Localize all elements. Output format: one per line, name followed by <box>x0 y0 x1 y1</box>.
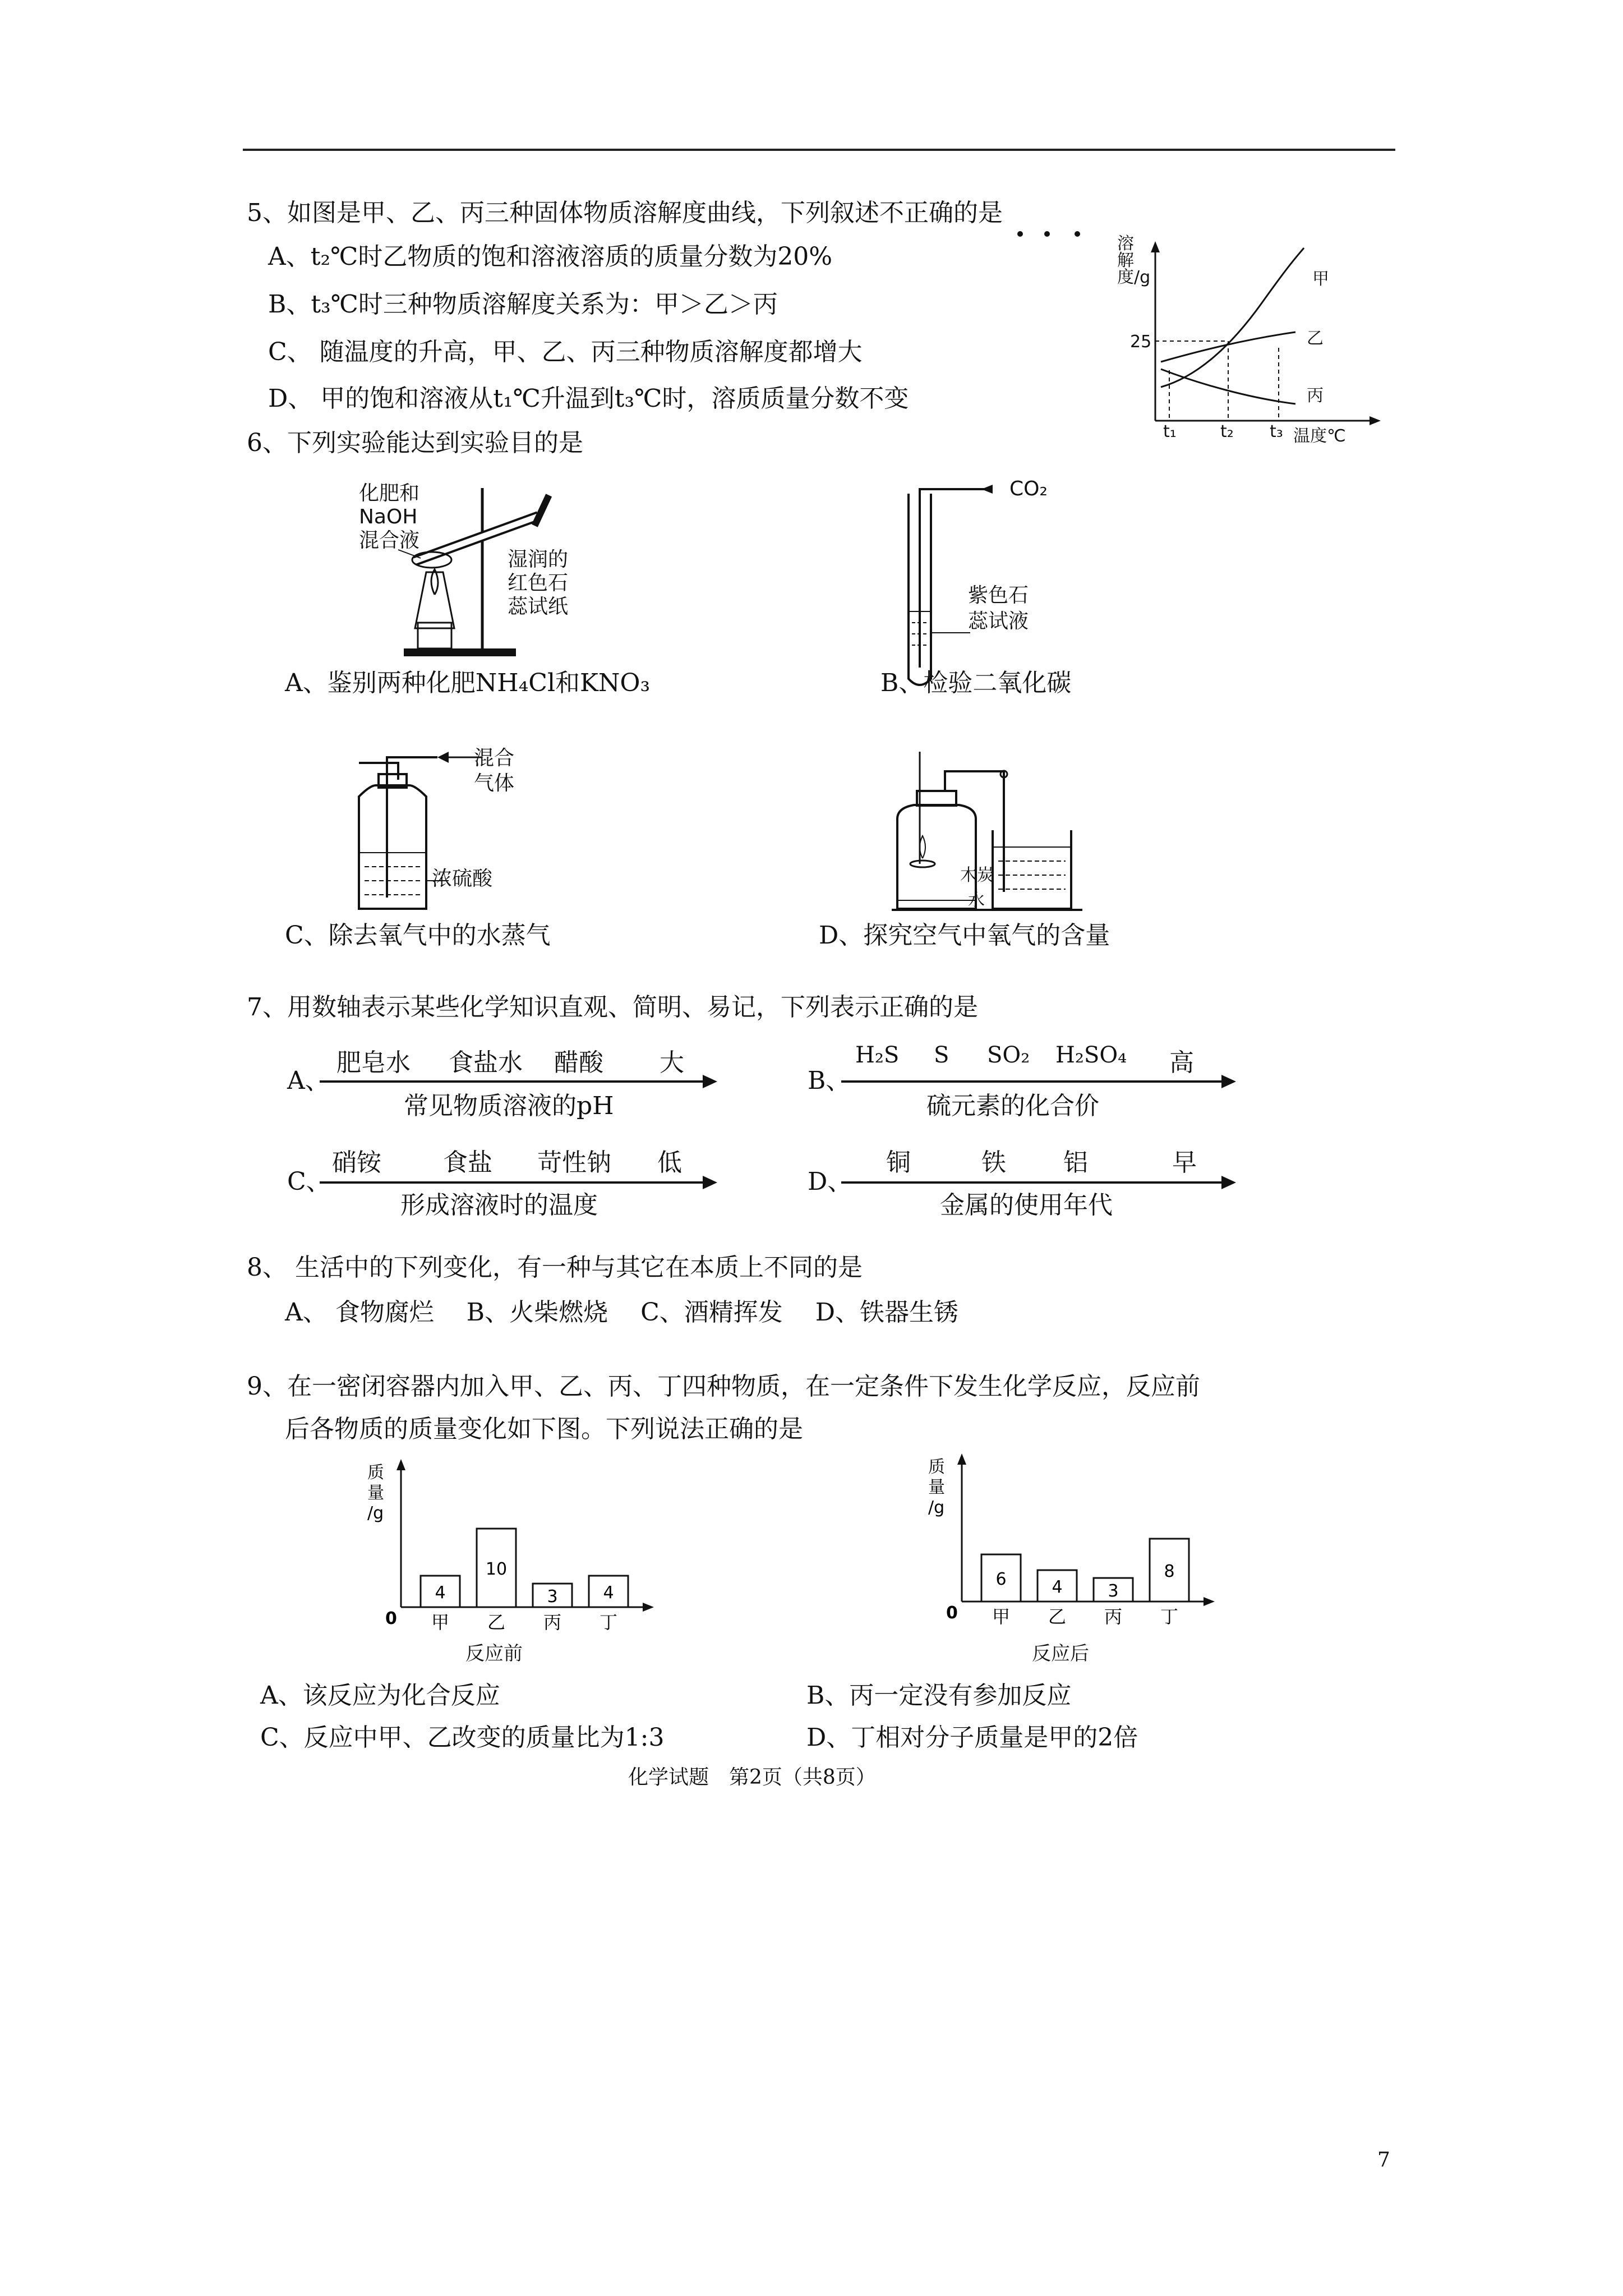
bar-chart-before <box>348 1456 662 1641</box>
chart-ylabel: 溶解度/g <box>1117 234 1151 287</box>
series-label-yi: 乙 <box>1307 329 1324 348</box>
figB-label: 紫色石 <box>968 584 1029 607</box>
category-label: 丙 <box>1104 1606 1123 1627</box>
figA-label: 蕊试纸 <box>508 595 569 618</box>
page-footer: 化学试题 第2页（共8页） <box>628 1766 876 1789</box>
curve-jia <box>1161 248 1304 387</box>
solubility-curve-chart <box>1116 236 1385 443</box>
q7b-axis-arrow <box>841 1080 1234 1083</box>
q7d-axis-label: 金属的使用年代 <box>940 1191 1113 1220</box>
figA-label: 湿润的 <box>508 548 569 571</box>
x-axis-arrow <box>643 1603 654 1612</box>
q7c-tick: 硝铵 <box>332 1148 381 1177</box>
y-axis-arrow <box>957 1453 966 1465</box>
q5-option-d: D、 甲的饱和溶液从t₁℃升温到t₃℃时，溶质质量分数不变 <box>268 384 909 413</box>
q9-option-d: D、丁相对分子质量是甲的2倍 <box>806 1723 1138 1752</box>
bar-value-label: 4 <box>1052 1577 1063 1597</box>
figC-label: 气体 <box>474 772 515 795</box>
x-axis-arrow <box>1204 1597 1215 1606</box>
figC-label: 混合 <box>474 747 515 770</box>
bar-value-label: 10 <box>485 1559 508 1579</box>
chart-x-tick-t1: t₁ <box>1163 422 1177 441</box>
q9-option-b: B、丙一定没有参加反应 <box>806 1681 1072 1710</box>
q6-option-a: A、鉴别两种化肥NH₄Cl和KNO₃ <box>285 669 651 697</box>
figB-label: 蕊试液 <box>968 610 1029 633</box>
chart-y-tick-25: 25 <box>1130 332 1152 352</box>
figA-label: 红色石 <box>508 572 569 595</box>
q8-options: A、 食物腐烂 B、火柴燃烧 C、酒精挥发 D、铁器生锈 <box>285 1298 958 1327</box>
q7a-tick: 肥皂水 <box>336 1048 411 1077</box>
emphasis-dot <box>1017 231 1023 237</box>
chart-x-tick-t2: t₂ <box>1220 422 1234 441</box>
q5-option-c: C、 随温度的升高，甲、乙、丙三种物质溶解度都增大 <box>268 338 863 366</box>
bar-chart-after <box>909 1450 1223 1641</box>
bar-value-label: 3 <box>1108 1581 1119 1601</box>
figB-gas-label: CO₂ <box>1009 477 1048 500</box>
figA-label: 混合液 <box>359 529 420 552</box>
q7c-axis-label: 形成溶液时的温度 <box>400 1191 598 1220</box>
q7d-tick: 铜 <box>886 1148 911 1177</box>
q9-option-c: C、反应中甲、乙改变的质量比为1:3 <box>260 1723 665 1752</box>
q7a-axis-arrow <box>320 1080 715 1083</box>
q7c-letter: C、 <box>287 1167 331 1196</box>
bar-value-label: 4 <box>435 1583 446 1603</box>
q7a-tick: 食盐水 <box>449 1048 523 1077</box>
q5-emphasis: 不正确 <box>879 199 953 227</box>
figure-oxygen-apparatus <box>892 746 1094 914</box>
origin-label: 0 <box>946 1603 958 1623</box>
bar-value-label: 6 <box>995 1570 1007 1589</box>
q7b-tick: SO₂ <box>987 1042 1030 1068</box>
top-rule <box>243 149 1395 151</box>
y-axis-label: 量 <box>367 1483 384 1503</box>
figA-label: NaOH <box>359 505 418 528</box>
category-label: 乙 <box>487 1612 506 1633</box>
q7a-letter: A、 <box>287 1066 330 1095</box>
q9-stem-line1: 9、在一密闭容器内加入甲、乙、丙、丁四种物质，在一定条件下发生化学反应，反应前 <box>247 1372 1200 1401</box>
y-axis-label: /g <box>928 1498 945 1517</box>
q7a-tick: 大 <box>660 1048 684 1077</box>
q7c-axis-arrow <box>320 1181 715 1184</box>
bar-value-label: 4 <box>603 1583 614 1603</box>
q6-option-d: D、探究空气中氧气的含量 <box>819 921 1110 950</box>
category-label: 丁 <box>1160 1606 1179 1627</box>
q7c-tick: 食盐 <box>443 1148 492 1177</box>
category-label: 甲 <box>431 1612 450 1633</box>
emphasis-dot <box>1075 231 1080 237</box>
figD-label: 水 <box>968 891 985 910</box>
series-label-jia: 甲 <box>1312 269 1329 289</box>
category-label: 丙 <box>543 1612 562 1633</box>
y-axis-arrow <box>396 1459 405 1470</box>
q7b-tick: H₂S <box>855 1042 900 1068</box>
bar-value-label: 8 <box>1164 1562 1175 1581</box>
q5-stem: 5、如图是甲、乙、丙三种固体物质溶解度曲线，下列叙述不正确的是 <box>247 199 1003 227</box>
q7b-axis-label: 硫元素的化合价 <box>926 1092 1099 1120</box>
q7b-tick: 高 <box>1169 1048 1194 1077</box>
q7c-tick: 低 <box>657 1148 682 1177</box>
q7b-tick: H₂SO₄ <box>1055 1042 1127 1068</box>
q8-stem: 8、 生活中的下列变化，有一种与其它在本质上不同的是 <box>247 1253 863 1282</box>
chart-x-tick-t3: t₃ <box>1270 422 1283 441</box>
q7c-tick: 苛性钠 <box>537 1148 611 1177</box>
q7b-tick: S <box>934 1042 949 1068</box>
q7d-tick: 铝 <box>1063 1148 1088 1177</box>
category-label: 丁 <box>599 1612 618 1633</box>
bar-value-label: 3 <box>547 1587 558 1607</box>
y-axis-label: 质 <box>367 1463 384 1483</box>
figD-label: 木炭 <box>960 866 994 885</box>
q5-option-b: B、t₃℃时三种物质溶解度关系为：甲＞乙＞丙 <box>268 290 778 319</box>
q6-option-b: B、检验二氧化碳 <box>880 669 1072 697</box>
y-axis-label: 量 <box>928 1478 945 1497</box>
q9-stem-line2: 后各物质的质量变化如下图。下列说法正确的是 <box>285 1415 803 1443</box>
q7b-letter: B、 <box>808 1066 851 1095</box>
series-label-bing: 丙 <box>1307 386 1324 406</box>
origin-label: 0 <box>385 1609 397 1628</box>
emphasis-dot <box>1044 231 1050 237</box>
q7d-tick: 铁 <box>981 1148 1006 1177</box>
y-axis-label: /g <box>367 1503 384 1523</box>
q7d-letter: D、 <box>808 1167 852 1196</box>
chart-xlabel: 温度℃ <box>1293 426 1346 446</box>
q5-option-a: A、t₂℃时乙物质的饱和溶液溶质的质量分数为20% <box>268 242 833 271</box>
q7d-axis-arrow <box>841 1181 1234 1184</box>
figA-label: 化肥和 <box>359 482 420 505</box>
q7d-tick: 早 <box>1172 1148 1197 1177</box>
figC-label: 浓硫酸 <box>432 867 493 890</box>
chart-title-before: 反应前 <box>465 1642 523 1665</box>
q7a-axis-label: 常见物质溶液的pH <box>404 1092 614 1120</box>
q7-stem: 7、用数轴表示某些化学知识直观、简明、易记，下列表示正确的是 <box>247 993 978 1022</box>
q6-option-c: C、除去氧气中的水蒸气 <box>285 921 551 950</box>
chart-title-after: 反应后 <box>1032 1642 1089 1665</box>
category-label: 乙 <box>1048 1606 1067 1627</box>
category-label: 甲 <box>992 1606 1011 1627</box>
q6-stem: 6、下列实验能达到实验目的是 <box>247 429 583 457</box>
page-number: 7 <box>1377 2148 1390 2171</box>
q7a-tick: 醋酸 <box>554 1048 603 1077</box>
q9-option-a: A、该反应为化合反应 <box>260 1681 500 1710</box>
y-axis-label: 质 <box>928 1457 945 1477</box>
